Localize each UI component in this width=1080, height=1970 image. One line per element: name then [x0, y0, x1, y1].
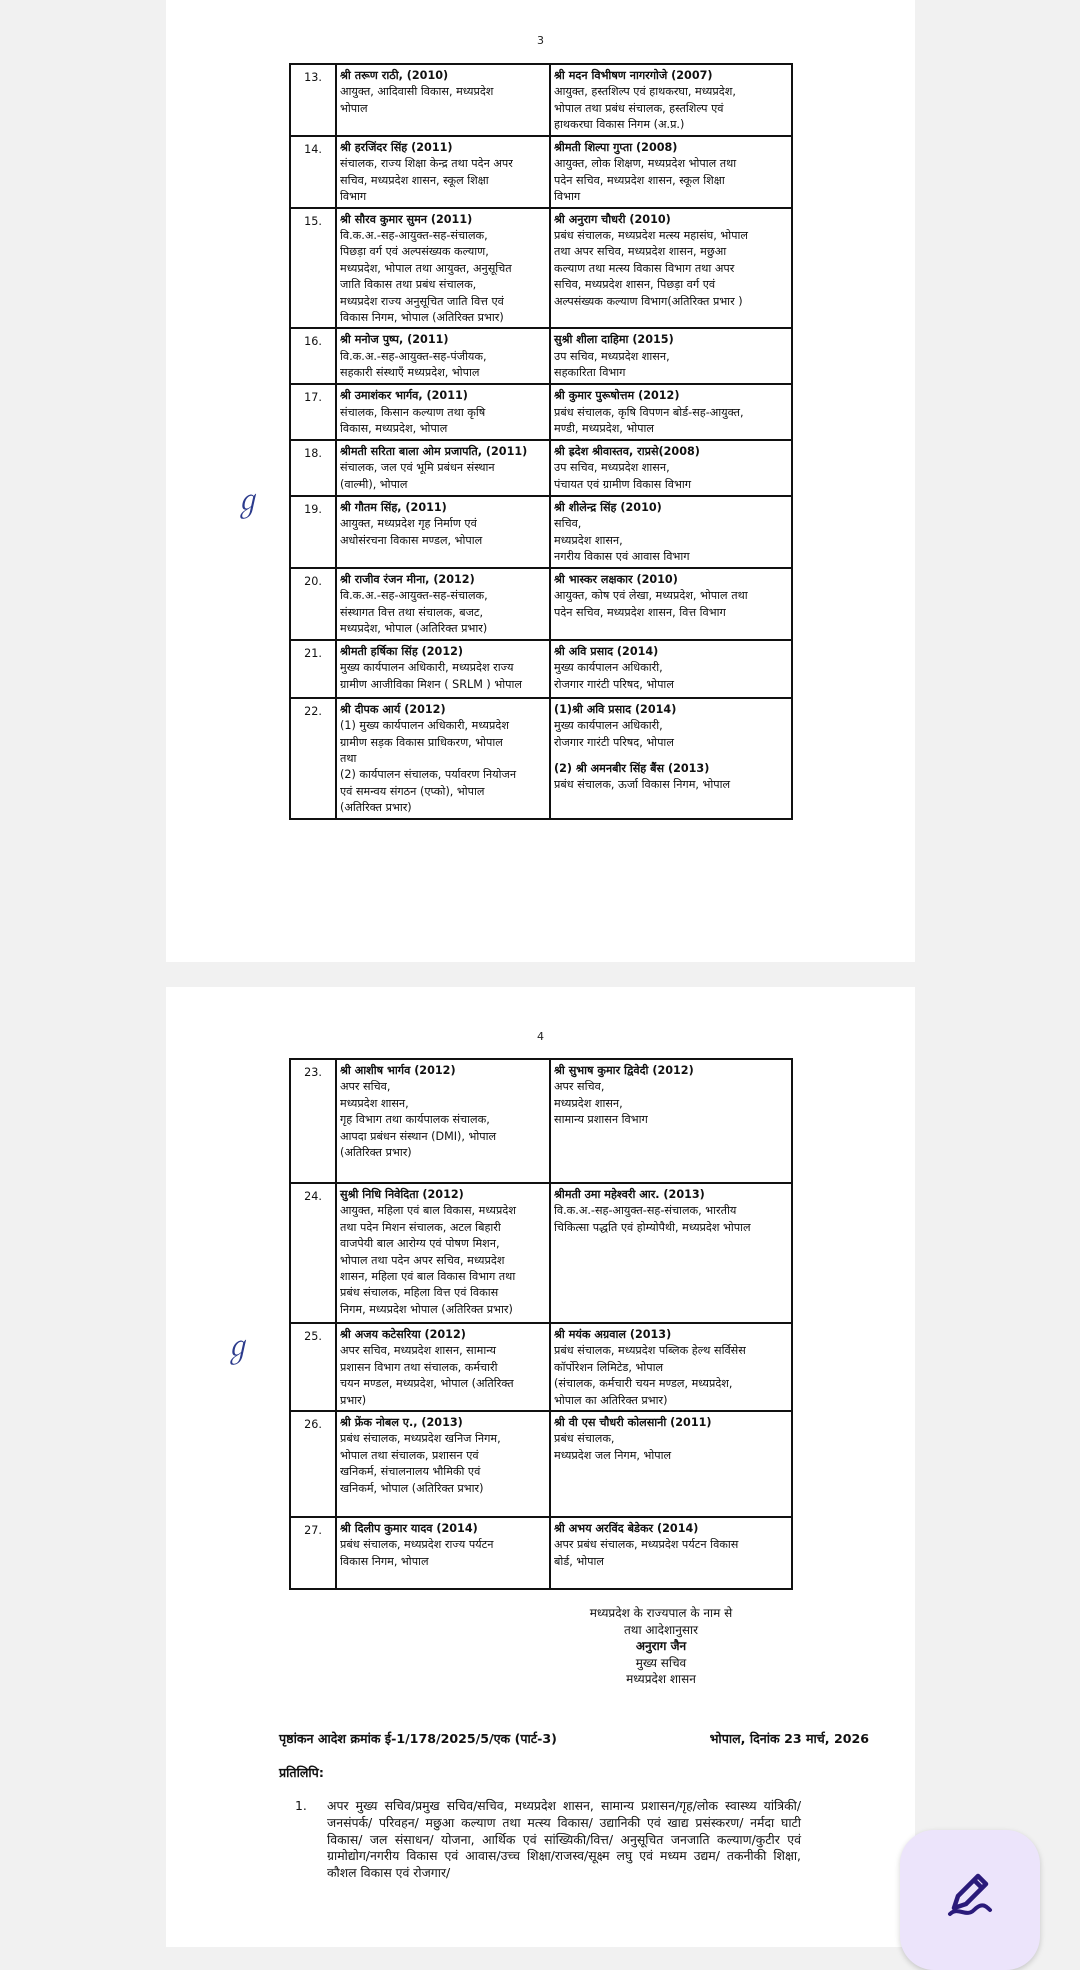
officer-designation: प्रबंध संचालक, मध्यप्रदेश पब्लिक हेल्थ सर्विसेस कॉर्पोरेशन लिमिटेड, भोपाल (संचालक, कर्मचारी चयन मण्डल, मध्यप्रदेश, भोपाल का अतिरिक्त प्रभार): [554, 1344, 746, 1407]
new-assignment-cell: [550, 496, 792, 568]
signatory-title: मुख्य सचिव: [635, 1655, 687, 1670]
officer-name: श्री दीपक आर्य (2012): [340, 702, 446, 716]
table-row: [290, 1183, 792, 1323]
page-number: 3: [537, 34, 544, 47]
table-row: [290, 1323, 792, 1411]
officer-name: श्री आशीष भार्गव (2012): [340, 1064, 456, 1077]
document-page-4: [166, 987, 915, 1947]
officer-name: श्री मयंक अग्रवाल (2013): [554, 1328, 672, 1341]
officer-designation: प्रबंध संचालक, कृषि विपणन बोर्ड-सह-आयुक्त, मण्डी, मध्यप्रदेश, भोपाल: [554, 405, 744, 436]
copy-list-item: [295, 1798, 801, 1882]
officer-name: श्री गौतम सिंह, (2011): [340, 500, 447, 514]
officer-name: (2) श्री अमनबीर सिंह बैंस (2013): [554, 761, 710, 775]
new-assignment-cell: [550, 440, 792, 496]
officer-designation: उप सचिव, मध्यप्रदेश शासन, पंचायत एवं ग्रामीण विकास विभाग: [554, 461, 692, 491]
current-officer-cell: [336, 1411, 550, 1517]
officer-name: श्री सुभाष कुमार द्विवेदी (2012): [554, 1064, 694, 1077]
table-row: [290, 1059, 792, 1183]
officer-designation: (1) मुख्य कार्यपालन अधिकारी, मध्यप्रदेश ग्रामीण सड़क विकास प्राधिकरण, भोपाल तथा (2) कार्यपालन संचालक, पर्यावरण नियोजन एवं समन्वय संगठन (एप्को), भोपाल (अतिरिक्त प्रभार): [340, 719, 517, 815]
row-number: 23.: [290, 1059, 336, 1183]
officer-designation: आयुक्त, लोक शिक्षण, मध्यप्रदेश भोपाल तथा पदेन सचिव, मध्यप्रदेश शासन, स्कूल शिक्षा विभाग: [554, 157, 737, 204]
row-number: 19.: [290, 496, 336, 568]
current-officer-cell: [336, 328, 550, 384]
officer-designation: आयुक्त, कोष एवं लेखा, मध्यप्रदेश, भोपाल तथा पदेन सचिव, मध्यप्रदेश शासन, वित्त विभाग: [554, 589, 748, 619]
officer-designation: मुख्य कार्यपालन अधिकारी, रोजगार गारंटी परिषद, भोपाल: [554, 661, 674, 691]
officer-designation: अपर सचिव, मध्यप्रदेश शासन, सामान्य प्रशासन विभाग तथा संचालक, कर्मचारी चयन मण्डल, मध्यप्रदेश, भोपाल (अतिरिक्त प्रभार): [340, 1344, 514, 1407]
officer-name: श्री अजय कटेसरिया (2012): [340, 1328, 466, 1341]
new-assignment-cell: [550, 640, 792, 698]
row-number: 27.: [290, 1517, 336, 1589]
officer-designation: वि.क.अ.-सह-आयुक्त-सह-पंजीयक, सहकारी संस्थाएँ मध्यप्रदेश, भोपाल: [340, 349, 487, 380]
new-assignment-cell: [550, 698, 792, 819]
officer-designation: वि.क.अ.-सह-आयुक्त-सह-संचालक, भारतीय चिकित्सा पद्धति एवं होम्योपैथी, मध्यप्रदेश भोपाल: [554, 1204, 751, 1234]
officer-name: श्रीमती उमा महेश्वरी आर. (2013): [554, 1188, 705, 1201]
edit-pen-icon: [944, 1866, 996, 1918]
officer-name: श्री हरजिंदर सिंह (2011): [340, 141, 453, 154]
current-officer-cell: [336, 440, 550, 496]
new-assignment-cell: [550, 1411, 792, 1517]
officer-name: (1)श्री अवि प्रसाद (2014): [554, 702, 677, 716]
handwritten-initial: ℊ: [219, 1328, 254, 1367]
officer-name: सुश्री शीला दाहिमा (2015): [554, 333, 674, 347]
officer-designation: आयुक्त, महिला एवं बाल विकास, मध्यप्रदेश तथा पदेन मिशन संचालक, अटल बिहारी वाजपेयी बाल आरोग्य एवं पोषण मिशन, भोपाल तथा पदेन अपर सचिव, मध्यप्रदेश शासन, महिला एवं बाल विकास विभाग तथा प्रबंध संचालक, महिला वित्त एवं विकास निगम, मध्यप्रदेश भोपाल (अतिरिक्त प्रभार): [340, 1204, 516, 1316]
officer-designation: वि.क.अ.-सह-आयुक्त-सह-संचालक, पिछड़ा वर्ग एवं अल्पसंख्यक कल्याण, मध्यप्रदेश, भोपाल तथा आयुक्त, अनुसूचित जाति विकास तथा प्रबंध संचालक, मध्यप्रदेश राज्य अनुसूचित जाति वित्त एवं विकास निगम, भोपाल (अतिरिक्त प्रभार): [340, 229, 512, 325]
table-row: [290, 568, 792, 640]
current-officer-cell: [336, 496, 550, 568]
officer-designation: संचालक, राज्य शिक्षा केन्द्र तथा पदेन अपर सचिव, मध्यप्रदेश शासन, स्कूल शिक्षा विभाग: [340, 157, 513, 204]
new-assignment-cell: [550, 136, 792, 208]
new-assignment-cell: [550, 1183, 792, 1323]
signatory-name: अनुराग जैन: [635, 1639, 687, 1654]
copy-item-text: अपर मुख्य सचिव/प्रमुख सचिव/सचिव, मध्यप्रदेश शासन, सामान्य प्रशासन/गृह/लोक स्वास्थ्य यांत्रिकी/ जनसंपर्क/ परिवहन/ मछुआ कल्याण तथा मत्स्य विकास/ उद्यानिकी एवं खाद्य प्रसंस्करण/ नर्मदा घाटी विकास/ जल संसाधन/ योजना, आर्थिक एवं सांख्यिकी/वित्त/ अनुसूचित जनजाति कल्याण/कुटीर एवं ग्रामोद्योग/नगरीय विकास एवं आवास/उच्च शिक्षा/राजस्व/सूक्ष्म लघु एवं मध्यम उद्यम/ तकनीकी शिक्षा, कौशल विकास एवं रोजगार/: [327, 1798, 801, 1881]
officer-name: श्री भास्कर लक्षकार (2010): [554, 572, 678, 586]
copy-item-number: 1.: [295, 1798, 307, 1813]
officer-designation: अपर सचिव, मध्यप्रदेश शासन, सामान्य प्रशासन विभाग: [554, 1080, 648, 1127]
current-officer-cell: [336, 64, 550, 136]
table-row: [290, 496, 792, 568]
page-number: 4: [537, 1030, 544, 1043]
officer-name: श्रीमती सरिता बाला ओम प्रजापति, (2011): [340, 444, 528, 458]
endorsement-date: भोपाल, दिनांक 23 मार्च, 2026: [709, 1731, 869, 1746]
officer-designation: सचिव, मध्यप्रदेश शासन, नगरीय विकास एवं आवास विभाग: [554, 517, 690, 563]
officer-designation: अपर प्रबंध संचालक, मध्यप्रदेश पर्यटन विकास बोर्ड, भोपाल: [554, 1538, 739, 1568]
transfer-table: [289, 1058, 793, 1590]
endorsement-line: [279, 1730, 869, 1747]
row-number: 26.: [290, 1411, 336, 1517]
current-officer-cell: [336, 208, 550, 329]
handwritten-initial: ℊ: [229, 482, 264, 521]
current-officer-cell: [336, 384, 550, 439]
officer-name: श्री अवि प्रसाद (2014): [554, 644, 659, 658]
officer-designation: उप सचिव, मध्यप्रदेश शासन, सहकारिता विभाग: [554, 349, 670, 380]
table-row: [290, 64, 792, 136]
signature-line-2: तथा आदेशानुसार: [623, 1622, 699, 1637]
current-officer-cell: [336, 136, 550, 208]
new-assignment-cell: [550, 1517, 792, 1589]
table-row: [290, 698, 792, 819]
officer-name: श्रीमती शिल्पा गुप्ता (2008): [554, 141, 678, 154]
officer-name: श्री उमाशंकर भार्गव, (2011): [340, 389, 468, 403]
officer-name: श्री कुमार पुरूषोत्तम (2012): [554, 389, 680, 403]
officer-name: श्री दिलीप कुमार यादव (2014): [340, 1522, 478, 1536]
new-assignment-cell: [550, 384, 792, 439]
officer-designation: प्रबंध संचालक, ऊर्जा विकास निगम, भोपाल: [554, 778, 731, 792]
signatory-org: मध्यप्रदेश शासन: [626, 1672, 696, 1687]
officer-designation: प्रबंध संचालक, मध्यप्रदेश खनिज निगम, भोपाल तथा संचालक, प्रशासन एवं खनिकर्म, संचालनालय भौमिकी एवं खनिकर्म, भोपाल (अतिरिक्त प्रभार): [340, 1432, 501, 1495]
row-number: 24.: [290, 1183, 336, 1323]
officer-designation: प्रबंध संचालक, मध्यप्रदेश जल निगम, भोपाल: [554, 1432, 672, 1462]
row-number: 18.: [290, 440, 336, 496]
officer-designation: अपर सचिव, मध्यप्रदेश शासन, गृह विभाग तथा कार्यपालक संचालक, आपदा प्रबंधन संस्थान (DMI), भोपाल (अतिरिक्त प्रभार): [340, 1080, 497, 1160]
current-officer-cell: [336, 1323, 550, 1411]
row-number: 15.: [290, 208, 336, 329]
table-row: [290, 1517, 792, 1589]
table-row: [290, 328, 792, 384]
row-number: 17.: [290, 384, 336, 439]
new-assignment-cell: [550, 568, 792, 640]
endorsement-order: पृष्ठांकन आदेश क्रमांक ई-1/178/2025/5/एक (पार्ट-3): [279, 1731, 557, 1746]
row-number: 20.: [290, 568, 336, 640]
officer-designation: वि.क.अ.-सह-आयुक्त-सह-संचालक, संस्थागत वित्त तथा संचालक, बजट, मध्यप्रदेश, भोपाल (अतिरिक्त प्रभार): [340, 589, 488, 635]
current-officer-cell: [336, 640, 550, 698]
new-assignment-cell: [550, 328, 792, 384]
officer-name: श्री फ्रेंक नोबल ए., (2013): [340, 1416, 463, 1430]
signature-line-1: मध्यप्रदेश के राज्यपाल के नाम से: [589, 1606, 733, 1620]
officer-name: श्री राजीव रंजन मीना, (2012): [340, 572, 475, 586]
officer-name: श्री मनोज पुष्प, (2011): [340, 333, 449, 347]
officer-designation: आयुक्त, मध्यप्रदेश गृह निर्माण एवं अधोसंरचना विकास मण्डल, भोपाल: [340, 517, 483, 547]
signature-block: [166, 1605, 915, 1688]
current-officer-cell: [336, 1183, 550, 1323]
officer-name: श्री अभय अरविंद बेडेकर (2014): [554, 1522, 699, 1536]
officer-name: श्री शीलेन्द्र सिंह (2010): [554, 500, 662, 514]
row-number: 21.: [290, 640, 336, 698]
officer-designation: मुख्य कार्यपालन अधिकारी, मध्यप्रदेश राज्य ग्रामीण आजीविका मिशन ( SRLM ) भोपाल: [340, 661, 522, 691]
table-row: [290, 136, 792, 208]
row-number: 16.: [290, 328, 336, 384]
officer-designation: प्रबंध संचालक, मध्यप्रदेश मत्स्य महासंघ, भोपाल तथा अपर सचिव, मध्यप्रदेश शासन, मछुआ कल्याण तथा मत्स्य विकास विभाग तथा अपर सचिव, मध्यप्रदेश शासन, पिछड़ा वर्ग एवं अल्पसंख्यक कल्याण विभाग(अतिरिक्त प्रभार ): [554, 229, 748, 308]
row-number: 25.: [290, 1323, 336, 1411]
officer-designation: संचालक, किसान कल्याण तथा कृषि विकास, मध्यप्रदेश, भोपाल: [340, 405, 486, 436]
document-page-3: [166, 0, 915, 962]
officer-name: श्री अनुराग चौधरी (2010): [554, 212, 671, 226]
officer-designation: प्रबंध संचालक, मध्यप्रदेश राज्य पर्यटन विकास निगम, भोपाल: [340, 1538, 494, 1568]
officer-name: श्री तरूण राठी, (2010): [340, 69, 449, 82]
officer-name: श्री सौरव कुमार सुमन (2011): [340, 212, 473, 226]
officer-name: श्री वी एस चौधरी कोलसानी (2011): [554, 1416, 712, 1430]
officer-designation: संचालक, जल एवं भूमि प्रबंधन संस्थान (वाल्मी), भोपाल: [340, 461, 495, 491]
officer-name: सुश्री निधि निवेदिता (2012): [340, 1188, 464, 1201]
new-assignment-cell: [550, 64, 792, 136]
edit-fab-button[interactable]: [900, 1830, 1040, 1970]
row-number: 13.: [290, 64, 336, 136]
officer-name: श्री ह्रदेश श्रीवास्तव, राप्रसे(2008): [554, 444, 700, 458]
copy-label: प्रतिलिपि:: [279, 1765, 324, 1780]
current-officer-cell: [336, 1517, 550, 1589]
table-row: [290, 640, 792, 698]
transfer-table: [289, 63, 793, 820]
row-number: 22.: [290, 698, 336, 819]
new-assignment-cell: [550, 208, 792, 329]
table-row: [290, 208, 792, 329]
new-assignment-cell: [550, 1059, 792, 1183]
new-assignment-cell: [550, 1323, 792, 1411]
current-officer-cell: [336, 568, 550, 640]
table-row: [290, 440, 792, 496]
officer-designation: आयुक्त, आदिवासी विकास, मध्यप्रदेश भोपाल: [340, 85, 494, 115]
row-number: 14.: [290, 136, 336, 208]
current-officer-cell: [336, 698, 550, 819]
officer-designation: आयुक्त, हस्तशिल्प एवं हाथकरघा, मध्यप्रदेश, भोपाल तथा प्रबंध संचालक, हस्तशिल्प एवं हाथकरघा विकास निगम (अ.प्र.): [554, 85, 736, 132]
current-officer-cell: [336, 1059, 550, 1183]
officer-designation: मुख्य कार्यपालन अधिकारी, रोजगार गारंटी परिषद, भोपाल: [554, 719, 674, 749]
officer-name: श्रीमती हर्षिका सिंह (2012): [340, 644, 464, 658]
table-row: [290, 384, 792, 439]
table-row: [290, 1411, 792, 1517]
officer-name: श्री मदन विभीषण नागरगोजे (2007): [554, 69, 713, 82]
